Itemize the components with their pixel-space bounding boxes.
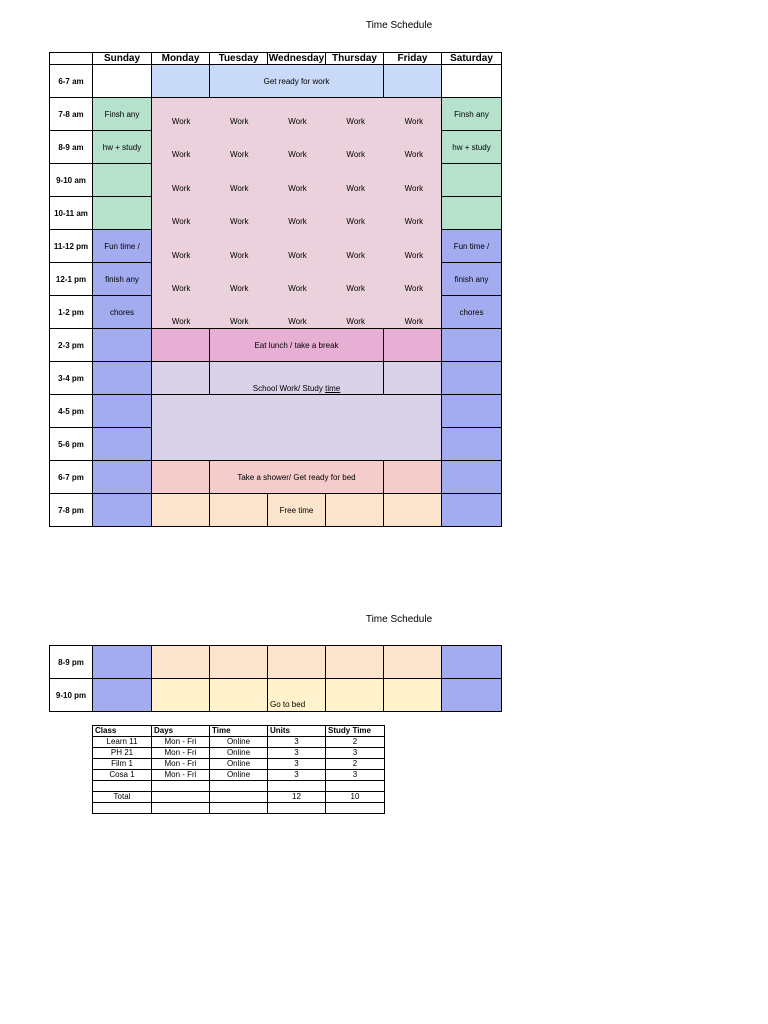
work-block [152, 98, 442, 329]
work-label: Work [346, 250, 365, 260]
weekend-block: hw + study [442, 131, 502, 164]
schedule-cell [93, 646, 152, 679]
schedule-cell [442, 395, 502, 428]
schedule-cell [384, 494, 442, 527]
work-label: Work [171, 250, 191, 260]
time-label: 8-9 am [50, 131, 93, 164]
work-label: Work [404, 150, 424, 160]
schedule-cell [442, 65, 502, 98]
empty-row [93, 803, 385, 814]
schedule-cell [442, 646, 502, 679]
weekend-block: finish any [442, 263, 502, 296]
corner-cell [50, 53, 93, 65]
work-label: Work [404, 183, 424, 193]
schedule-cell [326, 494, 384, 527]
time-label: 5-6 pm [50, 428, 93, 461]
class-study-time: 3 [326, 770, 385, 781]
time-row [50, 362, 502, 395]
time-label: 11-12 pm [50, 230, 93, 263]
work-label: Work [230, 150, 249, 160]
time-label: 6-7 am [50, 65, 93, 98]
schedule-cell [93, 164, 152, 197]
schedule-cell [93, 197, 152, 230]
work-label: Work [288, 183, 307, 193]
shower-block: Take a shower/ Get ready for bed [210, 461, 384, 494]
class-name: Film 1 [93, 759, 152, 770]
time-label: 12-1 pm [50, 263, 93, 296]
work-label: Work [346, 217, 365, 227]
schedule-cell [152, 679, 210, 712]
work-label: Work [230, 117, 249, 126]
table-row [93, 770, 385, 781]
schedule-cell [326, 646, 384, 679]
schedule-cell [210, 679, 268, 712]
schedule-cell [93, 65, 152, 98]
class-study-time: 2 [326, 737, 385, 748]
class-study-time: 2 [326, 759, 385, 770]
schedule-cell [442, 679, 502, 712]
total-row [93, 792, 385, 803]
work-label: Work [404, 117, 424, 126]
schedule-cell [93, 494, 152, 527]
column-header: Days [152, 726, 210, 737]
work-label: Work [404, 250, 424, 260]
weekend-block: chores [93, 296, 152, 329]
class-days: Mon - Fri [152, 770, 210, 781]
total-label: Total [93, 792, 152, 803]
schedule-cell [152, 461, 210, 494]
work-label: Work [346, 150, 365, 160]
table-row [93, 737, 385, 748]
time-label: 9-10 pm [50, 679, 93, 712]
schedule-cell [442, 428, 502, 461]
class-time: Online [210, 770, 268, 781]
schedule-cell [384, 679, 442, 712]
time-row [50, 395, 502, 428]
work-label: Work [288, 117, 307, 126]
time-row [50, 461, 502, 494]
study-block [152, 395, 442, 461]
schedule-cell [268, 646, 326, 679]
work-label: Work [171, 183, 191, 193]
time-label: 1-2 pm [50, 296, 93, 329]
class-days: Mon - Fri [152, 759, 210, 770]
work-label: Work [346, 183, 365, 193]
class-time: Online [210, 737, 268, 748]
work-label: Work [171, 150, 191, 160]
class-units: 3 [268, 748, 326, 759]
schedule-cell [384, 65, 442, 98]
schedule-cell [442, 494, 502, 527]
schedule-cell [442, 197, 502, 230]
schedule-grid-page2 [49, 645, 502, 712]
weekend-block: Fun time / [93, 230, 152, 263]
column-header: Time [210, 726, 268, 737]
table-row [93, 759, 385, 770]
weekend-block: chores [442, 296, 502, 329]
time-row [50, 98, 502, 131]
day-header: Sunday [93, 53, 152, 65]
work-label: Work [171, 117, 191, 126]
time-label: 10-11 am [50, 197, 93, 230]
schedule-cell [93, 329, 152, 362]
empty-row [93, 781, 385, 792]
work-label: Work [404, 217, 424, 227]
schedule-cell [384, 461, 442, 494]
class-name: PH 21 [93, 748, 152, 759]
time-label: 2-3 pm [50, 329, 93, 362]
time-label: 4-5 pm [50, 395, 93, 428]
schedule-title-page2: Time Schedule [365, 614, 433, 625]
time-label: 9-10 am [50, 164, 93, 197]
schedule-cell [442, 362, 502, 395]
total-days [152, 792, 210, 803]
school-work-text-underlined: time [325, 384, 341, 393]
day-header: Thursday [326, 53, 384, 65]
schedule-cell [442, 329, 502, 362]
total-study-time: 10 [326, 792, 385, 803]
time-label: 3-4 pm [50, 362, 93, 395]
class-name: Cosa 1 [93, 770, 152, 781]
class-units: 3 [268, 737, 326, 748]
day-header: Tuesday [210, 53, 268, 65]
work-label: Work [230, 217, 249, 227]
schedule-cell [152, 65, 210, 98]
free-time-block: Free time [268, 494, 326, 527]
column-header: Class [93, 726, 152, 737]
day-header: Saturday [442, 53, 502, 65]
weekend-block: Finsh any [93, 98, 152, 131]
work-label: Work [288, 150, 307, 160]
time-row [50, 646, 502, 679]
classes-header-row [93, 726, 385, 737]
weekend-block: finish any [93, 263, 152, 296]
schedule-cell [210, 494, 268, 527]
table-row [93, 748, 385, 759]
schedule-cell [152, 362, 210, 395]
class-units: 3 [268, 759, 326, 770]
time-label: 6-7 pm [50, 461, 93, 494]
work-label: Work [230, 284, 249, 293]
time-label: 8-9 pm [50, 646, 93, 679]
work-label: Work [171, 284, 191, 293]
time-row [50, 679, 502, 712]
work-label: Work [288, 217, 307, 227]
schedule-cell [442, 461, 502, 494]
class-name: Learn 11 [93, 737, 152, 748]
work-label: Work [288, 284, 307, 293]
schedule-cell [152, 329, 210, 362]
work-label: Work [404, 284, 424, 293]
work-label: Work [346, 317, 365, 327]
work-label: Work [346, 284, 365, 293]
work-label: Work [230, 183, 249, 193]
lunch-block: Eat lunch / take a break [210, 329, 384, 362]
time-row [50, 494, 502, 527]
schedule-cell [210, 646, 268, 679]
schedule-grid [49, 52, 502, 527]
class-study-time: 3 [326, 748, 385, 759]
bed-cell [268, 679, 326, 712]
time-label: 7-8 pm [50, 494, 93, 527]
weekend-block: hw + study [93, 131, 152, 164]
schedule-cell [384, 646, 442, 679]
work-label: Work [288, 250, 307, 260]
schedule-cell [93, 679, 152, 712]
weekend-block: Fun time / [442, 230, 502, 263]
total-time [210, 792, 268, 803]
work-label: Work [404, 317, 424, 327]
schedule-cell [152, 494, 210, 527]
column-header: Units [268, 726, 326, 737]
weekend-block: Finsh any [442, 98, 502, 131]
time-row [50, 329, 502, 362]
work-label: Work [230, 317, 249, 327]
schedule-cell [93, 461, 152, 494]
class-units: 3 [268, 770, 326, 781]
work-label: Work [230, 250, 249, 260]
time-row [50, 65, 502, 98]
school-work-block [210, 362, 384, 395]
class-time: Online [210, 759, 268, 770]
schedule-cell [152, 646, 210, 679]
schedule-cell [384, 329, 442, 362]
work-label: Work [171, 317, 191, 327]
work-label: Work [171, 217, 191, 227]
day-header-row [50, 53, 502, 65]
classes-table [92, 725, 385, 814]
work-label: Work [288, 317, 307, 327]
day-header: Friday [384, 53, 442, 65]
class-days: Mon - Fri [152, 748, 210, 759]
column-header: Study Time [326, 726, 385, 737]
total-units: 12 [268, 792, 326, 803]
schedule-cell [93, 362, 152, 395]
schedule-cell [442, 164, 502, 197]
day-header: Monday [152, 53, 210, 65]
class-time: Online [210, 748, 268, 759]
schedule-cell [93, 428, 152, 461]
work-label: Work [346, 117, 365, 126]
bed-text: Go to bed [270, 700, 306, 709]
schedule-cell [93, 395, 152, 428]
class-days: Mon - Fri [152, 737, 210, 748]
school-work-text: School Work/ Study [252, 384, 326, 393]
time-label: 7-8 am [50, 98, 93, 131]
schedule-cell [384, 362, 442, 395]
day-header: Wednesday [268, 53, 325, 64]
schedule-cell [326, 679, 384, 712]
schedule-title: Time Schedule [365, 20, 433, 31]
get-ready-block: Get ready for work [210, 65, 384, 98]
